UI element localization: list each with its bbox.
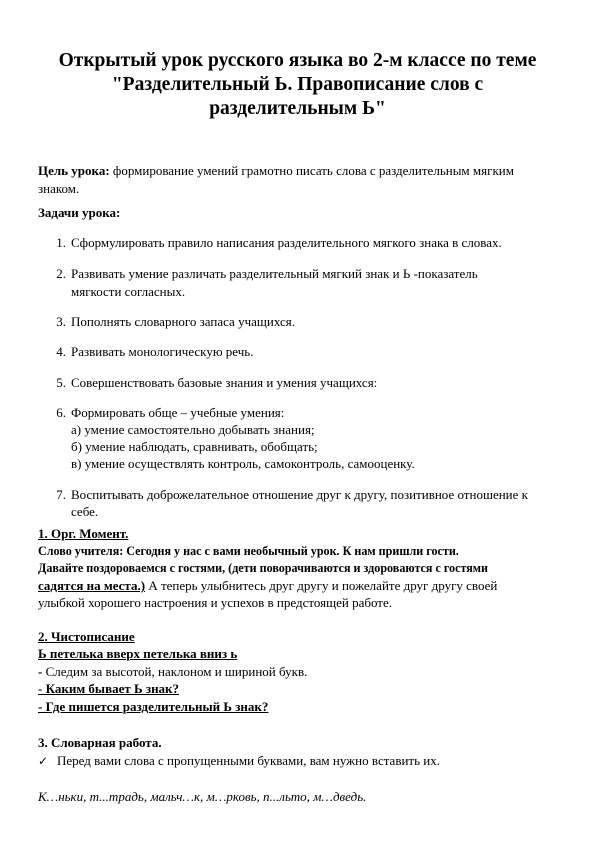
section-3-bullet-text: Перед вами слова с пропущенными буквами, вам нужно вставить их. (57, 753, 440, 768)
section-3-words: К…ньки, т...традь, мальч…к, м…рковь, п...льто, м…дведь. (38, 789, 367, 804)
list-item-number: 7. (56, 487, 66, 502)
list-item-text: Формировать обще – учебные умения: (71, 405, 285, 420)
list-item-text: б) умение наблюдать, сравнивать, обобщать; (71, 439, 318, 454)
section-1-line-2: Давайте поздороваемся с гостями, (дети поворачиваются и здороваются с гостями (38, 560, 488, 575)
title-line-3: разделительным Ь" (209, 98, 386, 119)
list-item-text: Воспитывать доброжелательное отношение друг к другу, позитивное отношение к (71, 487, 528, 502)
checkmark-icon: ✓ (38, 754, 49, 768)
list-item-text: мягкости согласных. (71, 284, 186, 299)
section-1-rest: А теперь улыбнитесь друг другу и пожелайте друг другу своей (145, 578, 498, 593)
goal-label: Цель урока: (38, 163, 110, 178)
list-item-number: 1. (56, 235, 66, 250)
section-1-heading: 1. Орг. Момент. (38, 526, 129, 541)
section-1-line-3 (38, 577, 497, 595)
list-item-text: Пополнять словарного запаса учащихся. (71, 314, 295, 329)
section-2-line-4: - Где пишется разделительный Ь знак? (38, 699, 269, 714)
list-item-text: Совершенствовать базовые знания и умения учащихся: (71, 375, 378, 390)
list-item-number: 6. (56, 405, 66, 420)
section-2-line-1: Ь петелька вверх петелька вниз ь (38, 646, 238, 661)
title-line-2: "Разделительный Ь. Правописание слов с (111, 74, 484, 95)
list-item-number: 4. (56, 344, 66, 359)
section-1-bold-fragment: садятся на места.) (38, 578, 146, 593)
goal-line-2: знаком. (38, 181, 80, 196)
goal-line-1 (38, 162, 514, 180)
list-item-number: 3. (56, 314, 66, 329)
title-line-1: Открытый урок русского языка во 2-м классе по теме (58, 50, 537, 71)
tasks-heading: Задачи урока: (38, 205, 121, 220)
list-item-text: Сформулировать правило написания разделительного мягкого знака в словах. (71, 235, 502, 250)
list-item-text: Развивать монологическую речь. (71, 344, 254, 359)
section-1-line-1: Слово учителя: Сегодня у нас с вами необычный урок. К нам пришли гости. (38, 543, 459, 558)
section-1-line-4: улыбкой хорошего настроения и успехов в предстоящей работе. (38, 595, 392, 610)
section-2-line-2: - Следим за высотой, наклоном и шириной букв. (38, 664, 308, 679)
list-item-text: себе. (71, 504, 99, 519)
section-3-heading: 3. Словарная работа. (38, 735, 162, 750)
list-item-text: Развивать умение различать разделительный мягкий знак и Ь -показатель (71, 266, 478, 281)
list-item-text: а) умение самостоятельно добывать знания; (71, 422, 315, 437)
list-item-number: 2. (56, 266, 66, 281)
document-title (30, 49, 565, 121)
section-2-heading: 2. Чистописание (38, 629, 135, 644)
goal-text: формирование умений грамотно писать слова с разделительным мягким (109, 163, 514, 178)
section-2-line-3: - Каким бывает Ь знак? (38, 681, 180, 696)
list-item-text: в) умение осуществлять контроль, самоконтроль, самооценку. (71, 456, 415, 471)
list-item-number: 5. (56, 375, 66, 390)
